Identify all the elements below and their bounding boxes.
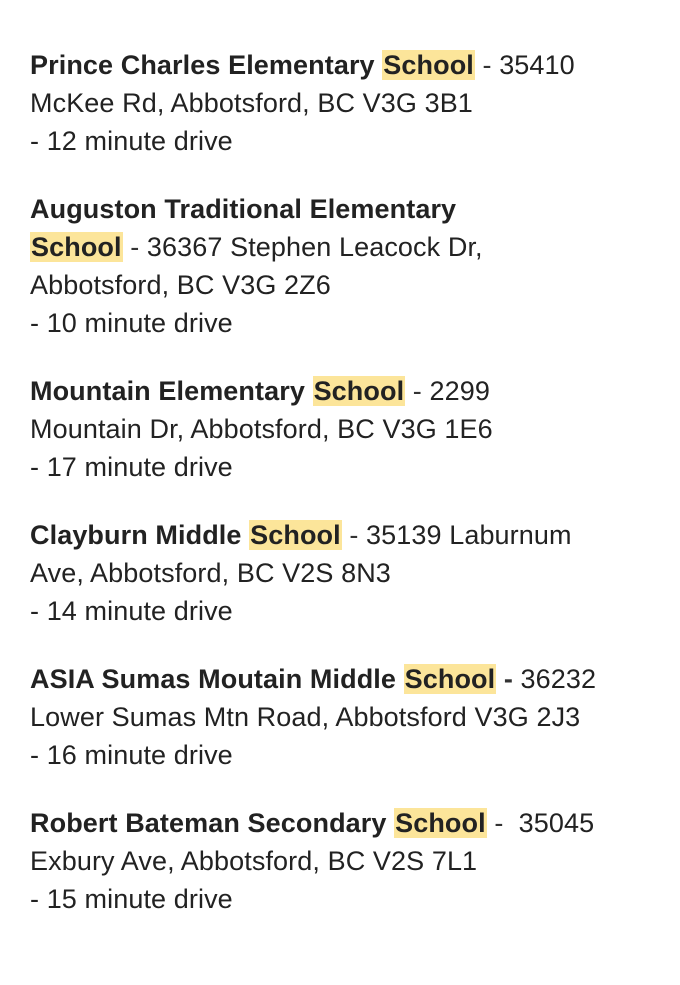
- school-address-part: 36232: [520, 664, 597, 694]
- school-keyword-highlight: School: [250, 520, 341, 550]
- school-entry: [30, 46, 670, 160]
- separator: -: [405, 376, 430, 406]
- school-address-line: Mountain Dr, Abbotsford, BC V3G 1E6: [30, 414, 493, 444]
- school-entry: [30, 190, 670, 342]
- school-name: Robert Bateman Secondary: [30, 808, 387, 838]
- school-keyword-highlight: School: [404, 664, 496, 694]
- school-address-line: McKee Rd, Abbotsford, BC V3G 3B1: [30, 88, 473, 118]
- school-list: [30, 46, 670, 948]
- separator: -: [474, 50, 500, 80]
- school-title-line: [30, 516, 670, 554]
- drive-time: - 15 minute drive: [30, 884, 233, 914]
- school-title-line: [30, 372, 670, 410]
- school-keyword-highlight: School: [383, 50, 474, 80]
- school-keyword-highlight: School: [31, 232, 122, 262]
- school-name: Prince Charles Elementary: [30, 50, 375, 80]
- school-address-line: Lower Sumas Mtn Road, Abbotsford V3G 2J3: [30, 702, 581, 732]
- school-name: Auguston Traditional Elementary: [30, 194, 457, 224]
- school-address-line: Abbotsford, BC V3G 2Z6: [30, 270, 331, 300]
- school-name: ASIA Sumas Moutain Middle: [30, 664, 397, 694]
- school-keyword-highlight: School: [313, 376, 405, 406]
- separator: -: [496, 664, 521, 694]
- drive-time: - 10 minute drive: [30, 308, 233, 338]
- drive-time: - 14 minute drive: [30, 596, 233, 626]
- drive-time: - 16 minute drive: [30, 740, 233, 770]
- separator: -: [122, 232, 147, 262]
- separator: -: [341, 520, 367, 550]
- school-address-part: 35139 Laburnum: [366, 520, 572, 550]
- school-name: Clayburn Middle: [30, 520, 242, 550]
- school-entry: [30, 516, 670, 630]
- school-address-part: 2299: [429, 376, 490, 406]
- school-address-line: Ave, Abbotsford, BC V2S 8N3: [30, 558, 391, 588]
- school-address-line: Exbury Ave, Abbotsford, BC V2S 7L1: [30, 846, 478, 876]
- school-title-line: [30, 190, 670, 228]
- drive-time: - 17 minute drive: [30, 452, 233, 482]
- school-keyword-line: [30, 228, 670, 266]
- school-address-part: 36367 Stephen Leacock Dr,: [146, 232, 483, 262]
- school-name: Mountain Elementary: [30, 376, 305, 406]
- school-title-line: [30, 660, 670, 698]
- school-title-line: [30, 804, 670, 842]
- separator: -: [486, 808, 519, 838]
- school-title-line: [30, 46, 670, 84]
- school-entry: [30, 660, 670, 774]
- school-keyword-highlight: School: [395, 808, 486, 838]
- drive-time: - 12 minute drive: [30, 126, 233, 156]
- school-address-part: 35045: [518, 808, 595, 838]
- school-entry: [30, 804, 670, 918]
- school-address-part: 35410: [499, 50, 575, 80]
- school-entry: [30, 372, 670, 486]
